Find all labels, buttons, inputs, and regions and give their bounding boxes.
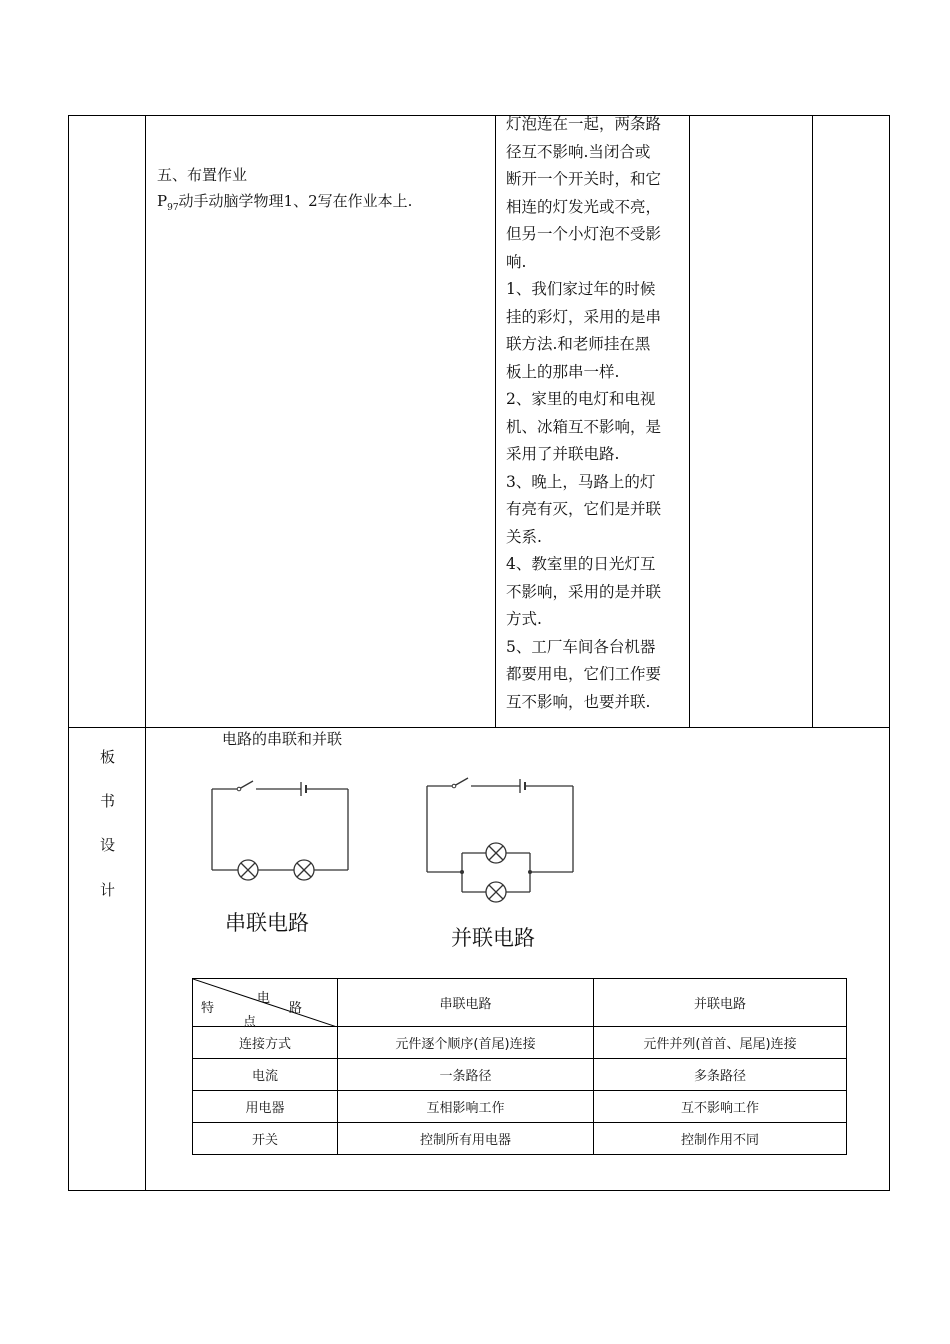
corner-bottom-text: 点 — [243, 1015, 257, 1030]
student-line: 断开一个开关时，和它 — [506, 170, 662, 188]
table-row — [193, 1027, 847, 1059]
side-label-char: 设 — [100, 836, 116, 854]
table-row — [193, 1091, 847, 1123]
parallel-circuit-label: 并联电路 — [451, 926, 535, 950]
student-line: 2、家里的电灯和电视 — [506, 390, 656, 408]
side-label-char: 计 — [100, 881, 116, 899]
student-line: 1、我们家过年的时候 — [506, 280, 656, 298]
corner-left-text: 特 — [201, 1001, 215, 1016]
student-line: 5、工厂车间各台机器 — [506, 637, 656, 656]
board-title: 电路的串联和并联 — [222, 730, 343, 748]
table-row — [193, 1123, 847, 1155]
switch-icon — [239, 781, 253, 789]
student-line: 机、冰箱互不影响，是 — [506, 417, 662, 436]
student-line: 有亮有灭，它们是并联 — [506, 500, 662, 518]
student-line: 3、晚上，马路上的灯 — [506, 472, 656, 491]
student-line: 相连的灯发光或不亮， — [506, 197, 662, 216]
student-line: 板上的那串一样. — [506, 362, 620, 381]
homework-heading: 五、布置作业 — [157, 166, 248, 184]
series-circuit-label: 串联电路 — [225, 911, 309, 935]
student-line: 不影响，采用的是并联 — [506, 582, 662, 601]
header-series: 串联电路 — [338, 979, 594, 1027]
homework-task-text: 动手动脑学物理1、2写在作业本上. — [178, 192, 413, 210]
student-line: 都要用电，它们工作要 — [506, 665, 662, 683]
series-cell: 互相影响工作 — [338, 1091, 594, 1123]
series-cell: 一条路径 — [338, 1059, 594, 1091]
feature-cell: 电流 — [193, 1059, 338, 1091]
header-parallel: 并联电路 — [594, 979, 847, 1027]
series-cell: 元件逐个顺序(首尾)连接 — [338, 1027, 594, 1059]
student-line: 方式. — [506, 610, 542, 628]
comparison-table — [192, 978, 847, 1155]
table-row — [193, 1059, 847, 1091]
parallel-cell: 互不影响工作 — [594, 1091, 847, 1123]
parallel-cell: 元件并列(首首、尾尾)连接 — [594, 1027, 847, 1059]
student-line: 4、教室里的日光灯互 — [506, 555, 656, 573]
side-label-char: 板 — [100, 748, 116, 766]
parallel-circuit-diagram — [420, 772, 580, 912]
student-line: 响. — [506, 252, 527, 271]
student-line: 径互不影响.当闭合或 — [506, 142, 651, 161]
student-line: 互不影响，也要并联. — [506, 692, 651, 711]
table-corner-cell — [193, 979, 338, 1030]
homework-task-page: 97 — [167, 203, 179, 213]
parallel-cell: 多条路径 — [594, 1059, 847, 1091]
homework-task — [157, 190, 412, 219]
series-cell: 控制所有用电器 — [338, 1123, 594, 1155]
student-line: 关系. — [506, 527, 542, 546]
side-label-char: 书 — [100, 792, 116, 810]
corner-top-text: 电 — [257, 991, 271, 1006]
feature-cell: 开关 — [193, 1123, 338, 1155]
feature-cell: 连接方式 — [193, 1027, 338, 1059]
parallel-cell: 控制作用不同 — [594, 1123, 847, 1155]
switch-icon — [454, 778, 468, 786]
homework-task-prefix: P — [157, 192, 168, 210]
student-line: 联方法.和老师挂在黑 — [506, 335, 651, 353]
series-circuit-diagram — [205, 775, 355, 885]
student-line: 但另一个小灯泡不受影 — [506, 225, 662, 243]
student-line: 灯泡连在一起，两条路 — [506, 115, 662, 133]
student-line: 挂的彩灯，采用的是串 — [506, 307, 662, 326]
student-line: 采用了并联电路. — [506, 445, 620, 463]
corner-right-text: 路 — [289, 1001, 303, 1016]
feature-cell: 用电器 — [193, 1091, 338, 1123]
